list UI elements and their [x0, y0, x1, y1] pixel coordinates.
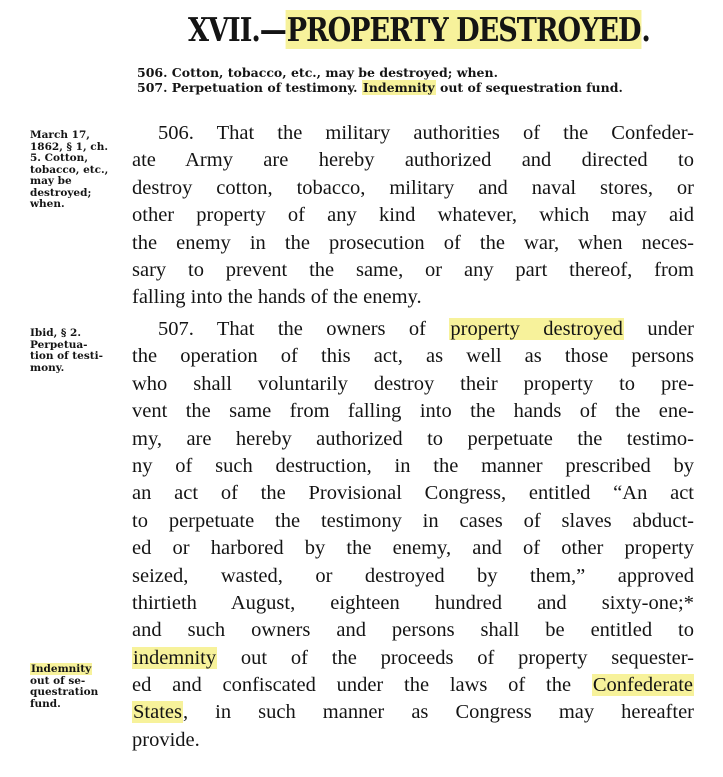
marginal-line: questration [30, 686, 99, 698]
text-line: vent the same from falling into the hands of the ene- [132, 400, 694, 423]
contents-line-506 [137, 66, 498, 80]
highlight-states: States [133, 701, 182, 724]
contents-highlight: Indemnity [362, 80, 435, 95]
text-line: ny of such destruction, in the manner prescribed by [132, 454, 694, 477]
text-line: falling into the hands of the enemy. [132, 286, 422, 309]
text-line: other property of any kind whatever, which may aid [132, 204, 694, 227]
section-506-paragraph [132, 120, 694, 312]
text-line [132, 645, 694, 672]
text-run: 507. That the owners of [158, 318, 450, 340]
text-line: ed or harbored by the enemy, and of other property [132, 537, 694, 560]
text-line: an act of the Provisional Congress, entitled “An act [132, 482, 694, 505]
marginal-line: 1862, § 1, ch. [30, 140, 108, 153]
text-run: ed and confiscated under the laws of the [132, 674, 592, 697]
chapter-title: PROPERTY DESTROYED [286, 10, 641, 49]
marginal-line: tobacco, etc., [30, 163, 109, 176]
marginal-line: March 17, [30, 129, 90, 141]
section-507-paragraph [132, 316, 694, 754]
marginal-line: may be [30, 175, 72, 187]
text-line: who shall voluntarily destroy their property to pre- [132, 372, 694, 395]
highlight-confederate: Confederate [592, 674, 693, 697]
text-run: out of the proceeds of property sequester- [217, 646, 694, 669]
contents-text: out of sequestration fund. [435, 80, 623, 95]
text-line: destroy cotton, tobacco, military and naval stores, or [132, 176, 694, 199]
marginal-line: fund. [30, 697, 61, 710]
contents-line-507 [137, 81, 623, 95]
text-line: provide. [132, 728, 200, 751]
marginal-line: destroyed; [30, 186, 92, 199]
contents-text: 506. Cotton, tobacco, etc., may be destroyed; when. [137, 65, 498, 80]
chapter-heading [188, 10, 650, 49]
text-run: , in such manner as Congress may hereafter [182, 701, 694, 724]
marginal-note-507 [30, 328, 130, 374]
marginal-line: when. [30, 198, 65, 210]
text-line: and such owners and persons shall be entitled to [132, 619, 694, 642]
marginal-line-highlight: Indemnity [31, 663, 92, 675]
contents-text: 507. Perpetuation of testimony. [137, 80, 362, 95]
marginal-note-indemnity [30, 664, 130, 710]
chapter-period: . [641, 10, 650, 49]
marginal-line: 5. Cotton, [30, 152, 88, 164]
text-line [132, 699, 694, 726]
highlight-indemnity: indemnity [133, 646, 217, 669]
marginal-line: Ibid, § 2. [30, 327, 82, 339]
text-line: seized, wasted, or destroyed by them,” approved [132, 564, 694, 587]
marginal-line: out of se- [30, 674, 86, 687]
text-line: 506. That the military authorities of the Confeder- [158, 122, 694, 144]
text-run: under [623, 318, 694, 340]
marginal-line: mony. [30, 361, 65, 374]
text-line: the enemy in the prosecution of the war, when neces- [132, 231, 694, 254]
highlight-property-destroyed: property destroyed [450, 318, 623, 340]
marginal-line: Perpetua- [30, 338, 88, 351]
marginal-note-506 [30, 130, 130, 211]
text-line: sary to prevent the same, or any part thereof, from [132, 258, 694, 281]
text-line: ate Army are hereby authorized and directed to [132, 149, 694, 172]
text-line: my, are hereby authorized to perpetuate the testimo- [132, 427, 694, 450]
text-line: the operation of this act, as well as those persons [132, 345, 694, 368]
marginal-line: tion of testi- [30, 350, 103, 362]
text-line: thirtieth August, eighteen hundred and sixty-one;* [132, 591, 694, 614]
text-line [132, 672, 694, 699]
text-line [132, 316, 694, 343]
chapter-number: XVII.— [188, 10, 286, 49]
text-line: to perpetuate the testimony in cases of slaves abduct- [132, 509, 694, 532]
